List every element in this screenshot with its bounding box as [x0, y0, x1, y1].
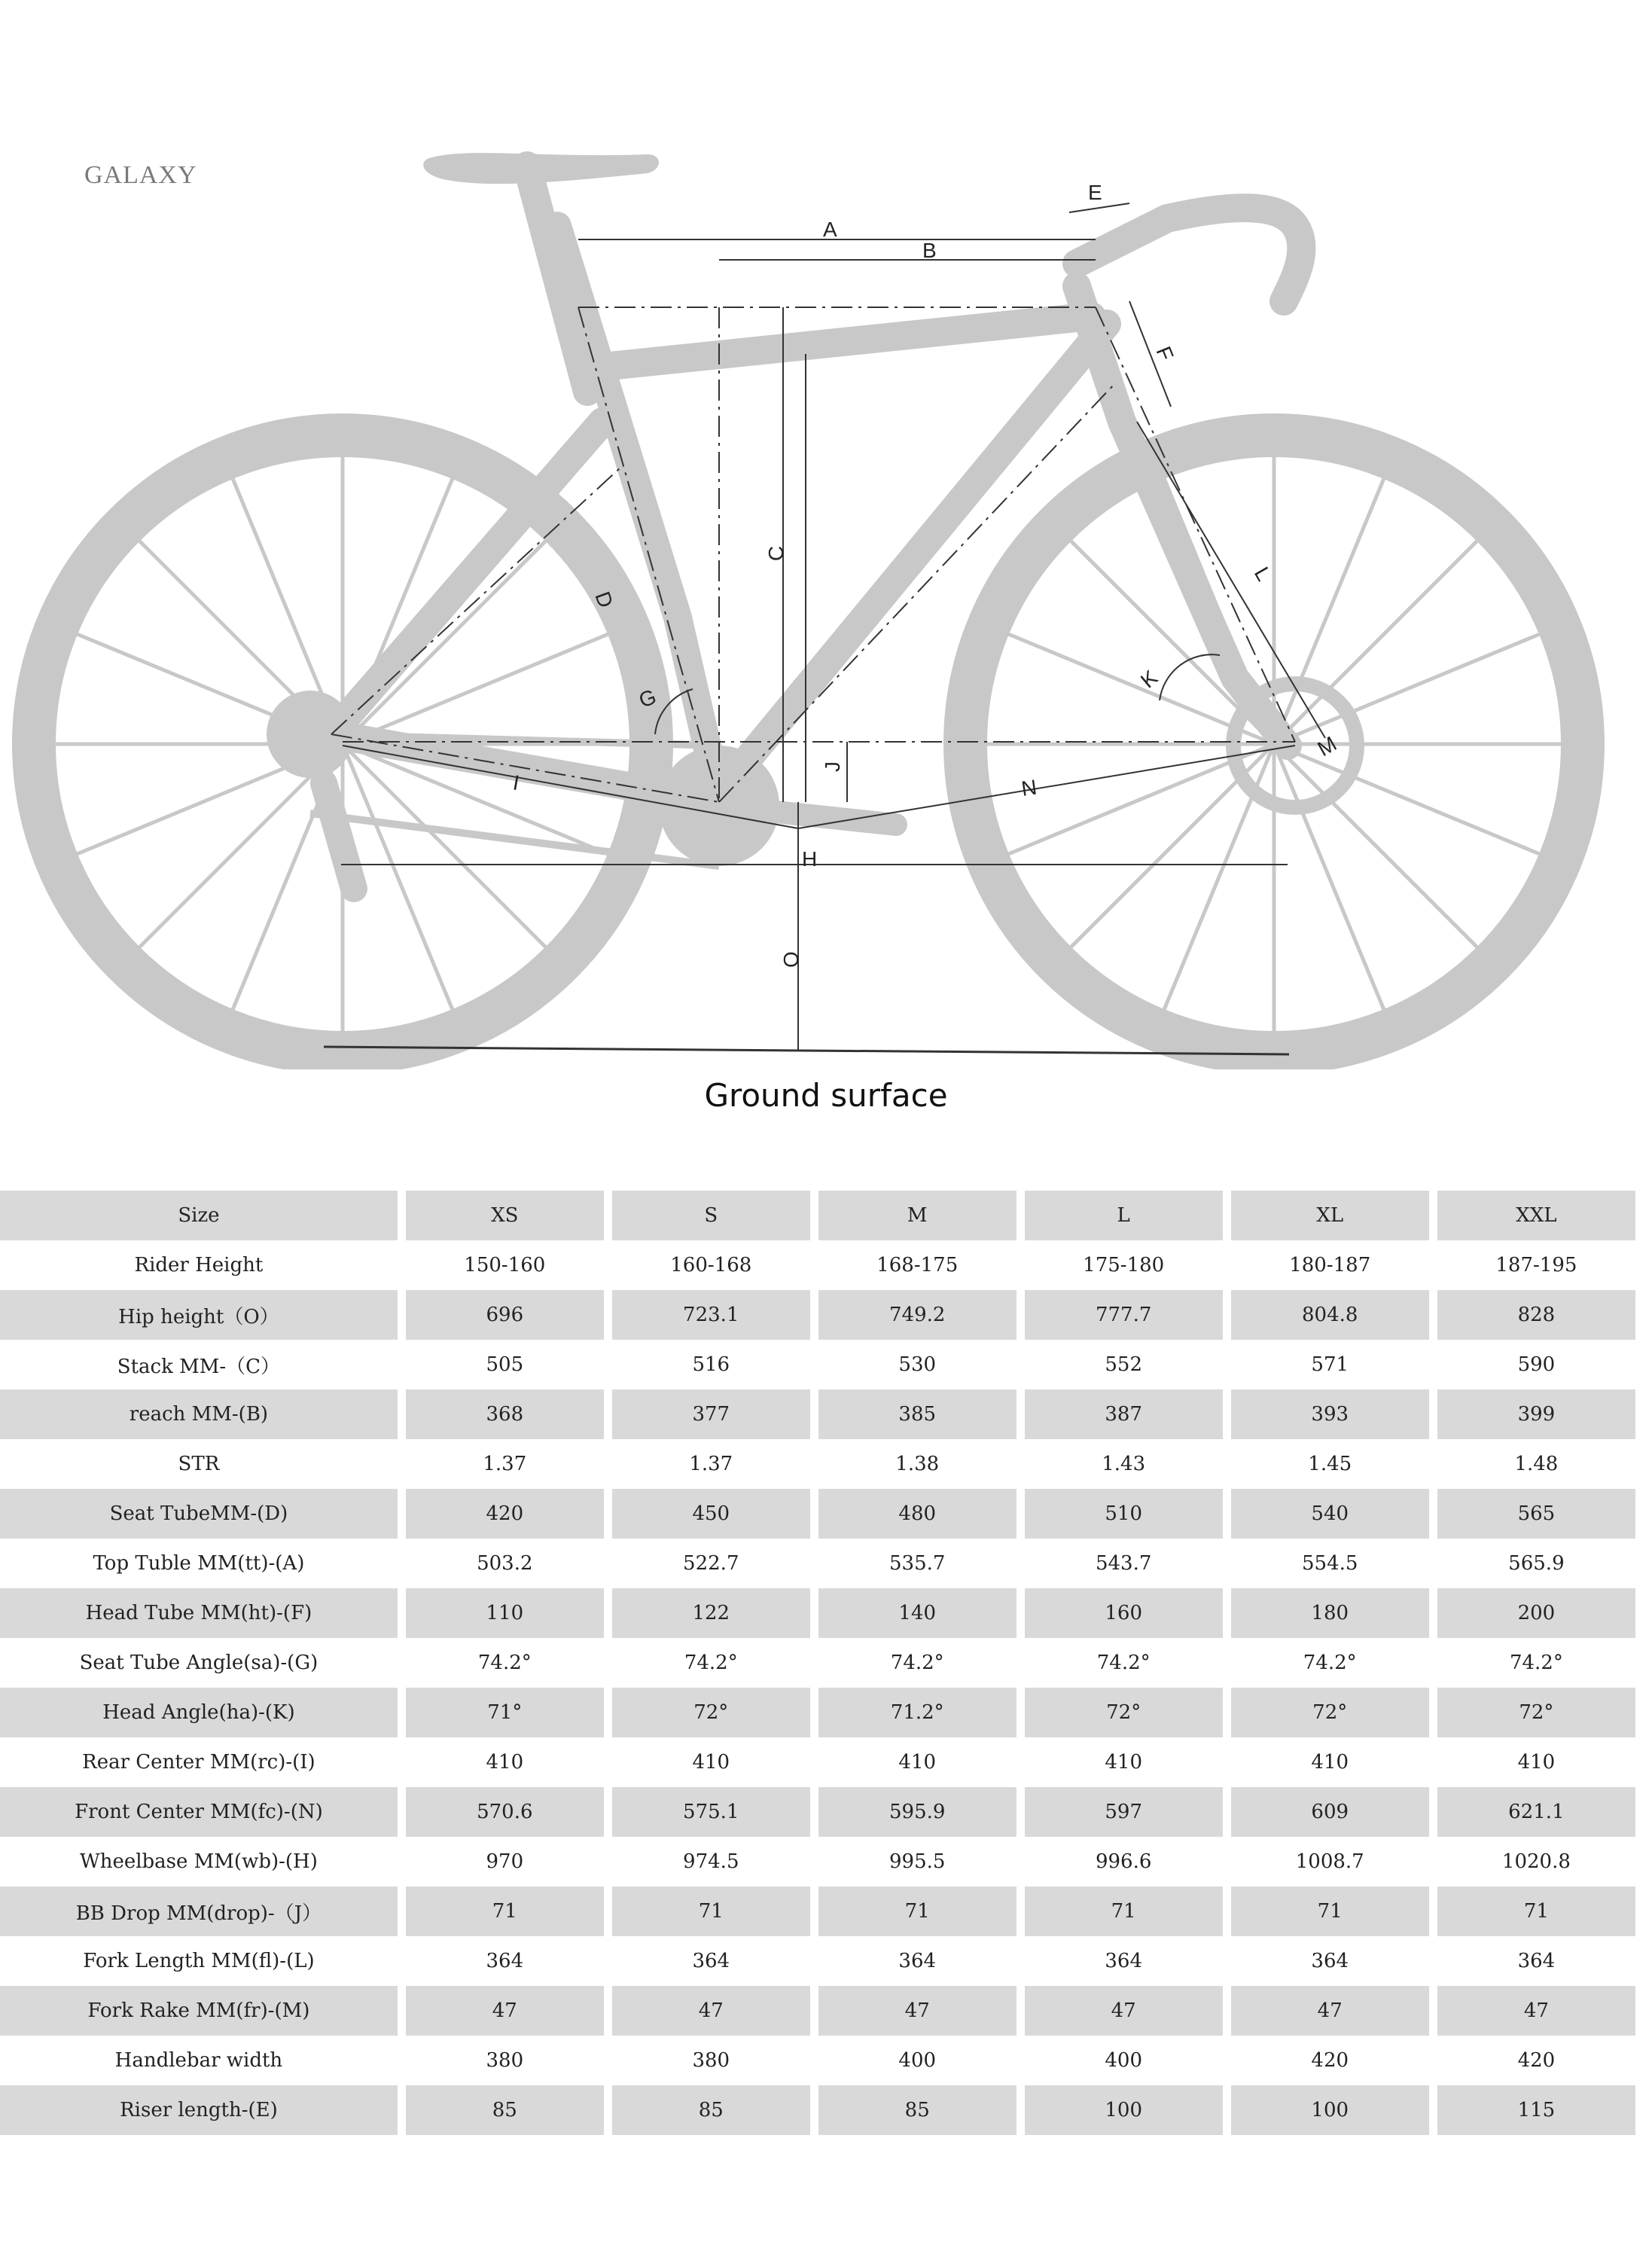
value-cell: 364	[1105, 1950, 1142, 1972]
dim-letter: L	[1249, 563, 1276, 585]
value-cell: 565.9	[1508, 1552, 1565, 1575]
value-cell: 996.6	[1095, 1850, 1152, 1873]
value-cell: 74.2°	[1509, 1652, 1563, 1674]
value-cell: 74.2°	[477, 1652, 532, 1674]
value-cell: 385	[818, 1389, 1016, 1439]
table-row	[0, 1340, 1635, 1389]
dim-letter: B	[922, 239, 937, 262]
dim-letter: J	[821, 761, 844, 772]
value-cell: 503.2	[477, 1552, 533, 1575]
size-header-cell: XXL	[1437, 1191, 1635, 1240]
value-cell: 160	[1025, 1588, 1223, 1638]
value-cell: 364	[692, 1950, 730, 1972]
value-cell: 85	[406, 2085, 604, 2135]
table-row	[0, 1887, 1635, 1936]
value-cell: 1.37	[483, 1453, 527, 1475]
row-label-cell: Stack MM-（C）	[117, 1355, 281, 1378]
value-cell: 540	[1231, 1489, 1429, 1539]
dim-letter: K	[1135, 665, 1163, 693]
table-row	[0, 1787, 1635, 1837]
table-row	[0, 1688, 1635, 1737]
value-cell: 47	[818, 1986, 1016, 2036]
table-row	[0, 1588, 1635, 1638]
value-cell: 480	[818, 1489, 1016, 1539]
size-header-cell: S	[612, 1191, 810, 1240]
value-cell: 100	[1025, 2085, 1223, 2135]
value-cell: 72°	[1437, 1688, 1635, 1737]
table-row	[0, 1439, 1635, 1489]
value-cell: 749.2	[818, 1290, 1016, 1340]
value-cell: 400	[898, 2049, 937, 2072]
value-cell: 364	[486, 1950, 524, 1972]
row-label-cell: Head Tube MM(ht)-(F)	[0, 1588, 398, 1638]
value-cell: 71	[818, 1887, 1016, 1936]
value-cell: 168-175	[876, 1254, 959, 1276]
value-cell: 420	[406, 1489, 604, 1539]
row-label-cell: Rear Center MM(rc)-(I)	[82, 1751, 315, 1774]
value-cell: 74.2°	[1096, 1652, 1151, 1674]
value-cell: 565	[1437, 1489, 1635, 1539]
row-label-cell: BB Drop MM(drop)-（J）	[0, 1887, 398, 1936]
value-cell: 974.5	[683, 1850, 739, 1873]
value-cell: 47	[1025, 1986, 1223, 2036]
value-cell: 410	[692, 1751, 730, 1774]
row-label-cell: Hip height（O）	[0, 1290, 398, 1340]
bike-geometry-diagram	[0, 0, 1652, 1069]
value-cell: 1.37	[689, 1453, 733, 1475]
value-cell: 160-168	[670, 1254, 752, 1276]
row-label-cell: Fork Rake MM(fr)-(M)	[0, 1986, 398, 2036]
size-header-cell: XS	[406, 1191, 604, 1240]
value-cell: 71	[1231, 1887, 1429, 1936]
value-cell: 696	[406, 1290, 604, 1340]
dim-letter: G	[636, 685, 660, 712]
value-cell: 552	[1105, 1353, 1142, 1376]
value-cell: 175-180	[1083, 1254, 1165, 1276]
value-cell: 387	[1025, 1389, 1223, 1439]
size-header-cell: L	[1025, 1191, 1223, 1240]
value-cell: 380	[692, 2049, 730, 2072]
dim-letter: H	[802, 847, 818, 871]
bike-silhouette	[34, 153, 1583, 1053]
value-cell: 530	[898, 1353, 937, 1376]
value-cell: 420	[1311, 2049, 1349, 2072]
value-cell: 410	[898, 1751, 937, 1774]
value-cell: 180-187	[1289, 1254, 1371, 1276]
value-cell: 71	[406, 1887, 604, 1936]
value-cell: 377	[612, 1389, 810, 1439]
value-cell: 575.1	[612, 1787, 810, 1837]
table-row	[0, 1638, 1635, 1688]
value-cell: 777.7	[1025, 1290, 1223, 1340]
table-row	[0, 1539, 1635, 1588]
value-cell: 590	[1517, 1353, 1556, 1376]
dim-letter: D	[590, 588, 618, 612]
value-cell: 522.7	[683, 1552, 739, 1575]
value-cell: 364	[1517, 1950, 1556, 1972]
value-cell: 410	[486, 1751, 524, 1774]
dim-letter: A	[823, 218, 837, 241]
row-label-cell: STR	[178, 1453, 220, 1475]
value-cell: 1.38	[895, 1453, 940, 1475]
ground-surface-label: Ground surface	[704, 1077, 948, 1114]
value-cell: 510	[1025, 1489, 1223, 1539]
value-cell: 1.43	[1102, 1453, 1146, 1475]
value-cell: 180	[1231, 1588, 1429, 1638]
size-header-cell: M	[818, 1191, 1016, 1240]
value-cell: 71	[1437, 1887, 1635, 1936]
value-cell: 47	[1231, 1986, 1429, 2036]
value-cell: 74.2°	[1303, 1652, 1357, 1674]
value-cell: 723.1	[612, 1290, 810, 1340]
value-cell: 368	[406, 1389, 604, 1439]
row-label-cell: Front Center MM(fc)-(N)	[0, 1787, 398, 1837]
value-cell: 554.5	[1302, 1552, 1358, 1575]
value-cell: 115	[1437, 2085, 1635, 2135]
value-cell: 122	[612, 1588, 810, 1638]
value-cell: 595.9	[818, 1787, 1016, 1837]
value-cell: 828	[1437, 1290, 1635, 1340]
saddle	[423, 153, 659, 184]
geometry-table	[0, 1191, 1644, 2135]
value-cell: 804.8	[1231, 1290, 1429, 1340]
row-label-cell: Seat TubeMM-(D)	[0, 1489, 398, 1539]
value-cell: 1.45	[1308, 1453, 1352, 1475]
value-cell: 72°	[1231, 1688, 1429, 1737]
table-row	[0, 2085, 1635, 2135]
table-row	[0, 2036, 1635, 2085]
brand-title: GALAXY	[84, 161, 197, 189]
top-tube	[595, 316, 1092, 368]
table-row	[0, 1737, 1635, 1787]
value-cell: 570.6	[406, 1787, 604, 1837]
value-cell: 1008.7	[1295, 1850, 1364, 1873]
value-cell: 410	[1517, 1751, 1556, 1774]
dim-letter: M	[1313, 731, 1341, 761]
dim-letter: C	[764, 545, 788, 561]
value-cell: 110	[406, 1588, 604, 1638]
value-cell: 364	[1311, 1950, 1349, 1972]
value-cell: 47	[612, 1986, 810, 2036]
value-cell: 505	[486, 1353, 524, 1376]
row-label-cell: Seat Tube Angle(sa)-(G)	[79, 1652, 319, 1674]
rear-derailleur	[324, 783, 354, 889]
value-cell: 535.7	[889, 1552, 946, 1575]
value-cell: 150-160	[464, 1254, 546, 1276]
value-cell: 364	[898, 1950, 937, 1972]
header-label-cell: Size	[0, 1191, 398, 1240]
value-cell: 71°	[406, 1688, 604, 1737]
value-cell: 200	[1437, 1588, 1635, 1638]
value-cell: 71.2°	[818, 1688, 1016, 1737]
handlebar	[1167, 208, 1301, 301]
value-cell: 72°	[612, 1688, 810, 1737]
stem	[1077, 218, 1167, 264]
value-cell: 140	[818, 1588, 1016, 1638]
value-cell: 71	[1025, 1887, 1223, 1936]
table-row	[0, 1489, 1635, 1539]
value-cell: 400	[1105, 2049, 1142, 2072]
table-row	[0, 1936, 1635, 1986]
value-cell: 72°	[1025, 1688, 1223, 1737]
dim-letter: E	[1088, 181, 1102, 204]
value-cell: 47	[1437, 1986, 1635, 2036]
value-cell: 410	[1311, 1751, 1349, 1774]
row-label-cell: Rider Height	[134, 1254, 264, 1276]
table-row	[0, 1240, 1635, 1290]
value-cell: 187-195	[1495, 1254, 1577, 1276]
value-cell: 85	[818, 2085, 1016, 2135]
value-cell: 47	[406, 1986, 604, 2036]
value-cell: 100	[1231, 2085, 1429, 2135]
table-header-row	[0, 1191, 1635, 1240]
dim-letter: N	[1020, 775, 1038, 801]
table-row	[0, 1986, 1635, 2036]
row-label-cell: Fork Length MM(fl)-(L)	[83, 1950, 315, 1972]
value-cell: 571	[1311, 1353, 1349, 1376]
row-label-cell: Riser length-(E)	[0, 2085, 398, 2135]
fork	[1122, 422, 1288, 746]
dim-letter: I	[511, 770, 522, 795]
value-cell: 516	[692, 1353, 730, 1376]
row-label-cell: Top Tuble MM(tt)-(A)	[93, 1552, 305, 1575]
value-cell: 74.2°	[890, 1652, 944, 1674]
value-cell: 995.5	[889, 1850, 946, 1873]
row-label-cell: Head Angle(ha)-(K)	[0, 1688, 398, 1737]
value-cell: 970	[486, 1850, 524, 1873]
value-cell: 380	[486, 2049, 524, 2072]
value-cell: 597	[1025, 1787, 1223, 1837]
value-cell: 71	[612, 1887, 810, 1936]
value-cell: 410	[1105, 1751, 1142, 1774]
dim-letter: O	[779, 951, 803, 968]
size-header-cell: XL	[1231, 1191, 1429, 1240]
row-label-cell: Wheelbase MM(wb)-(H)	[79, 1850, 318, 1873]
table-row	[0, 1290, 1635, 1340]
dim-letter: F	[1151, 343, 1178, 364]
value-cell: 85	[612, 2085, 810, 2135]
value-cell: 74.2°	[684, 1652, 738, 1674]
value-cell: 609	[1231, 1787, 1429, 1837]
value-cell: 420	[1517, 2049, 1556, 2072]
value-cell: 543.7	[1095, 1552, 1152, 1575]
row-label-cell: Handlebar width	[114, 2049, 283, 2072]
value-cell: 399	[1437, 1389, 1635, 1439]
value-cell: 393	[1231, 1389, 1429, 1439]
table-row	[0, 1389, 1635, 1439]
value-cell: 1020.8	[1501, 1850, 1571, 1873]
value-cell: 450	[612, 1489, 810, 1539]
table-row	[0, 1837, 1635, 1887]
row-label-cell: reach MM-(B)	[0, 1389, 398, 1439]
value-cell: 1.48	[1514, 1453, 1559, 1475]
value-cell: 621.1	[1437, 1787, 1635, 1837]
